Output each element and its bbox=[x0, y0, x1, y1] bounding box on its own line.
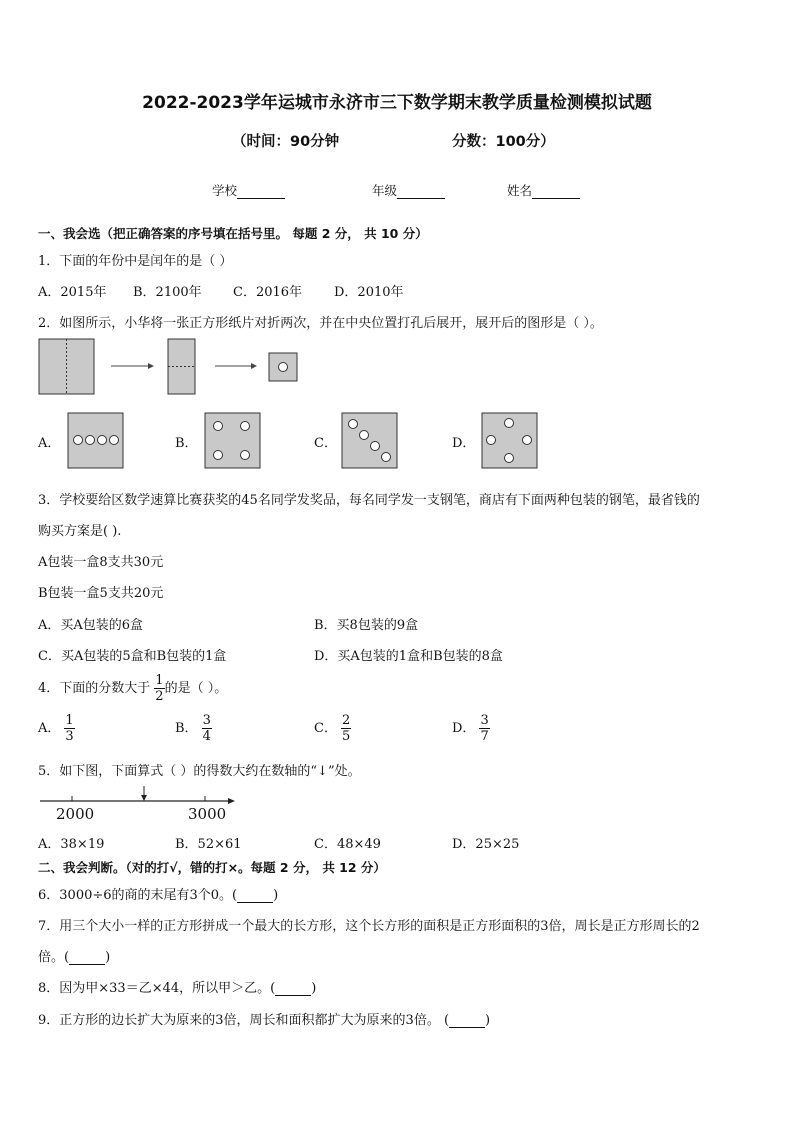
q4-text-after: 的是（ ）。 bbox=[164, 681, 228, 696]
exam-title: 2022-2023学年运城市永济市三下数学期末教学质量检测模拟试题 bbox=[142, 93, 652, 113]
q5-text: 5．如下图，下面算式（ ）的得数大约在数轴的“↓”处。 bbox=[38, 764, 361, 779]
axis-label-3000: 3000 bbox=[188, 805, 227, 823]
q3-pack-b: B包装一盒5支共20元 bbox=[38, 586, 164, 601]
q6-text: 6．3000÷6的商的末尾有3个0。( ) bbox=[38, 888, 279, 903]
q1-option-c[interactable]: C．2016年 bbox=[233, 285, 303, 300]
q1-text: 1．下面的年份中是闰年的是（ ） bbox=[38, 254, 233, 269]
q1-option-b[interactable]: B．2100年 bbox=[133, 285, 202, 300]
q2-text: 2．如图所示，小华将一张正方形纸片对折两次，并在中央位置打孔后展开，展开后的图形是（ ）。 bbox=[38, 316, 603, 331]
q3-option-c[interactable]: C．买A包装的5盒和B包装的1盒 bbox=[38, 649, 227, 664]
q3-text-line2: 购买方案是( ). bbox=[38, 524, 122, 539]
q3-option-b[interactable]: B．买8包装的9盒 bbox=[314, 618, 419, 633]
q5-option-d[interactable]: D．25×25 bbox=[452, 837, 520, 852]
axis-arrow-icon bbox=[228, 798, 235, 804]
q6-answer-blank[interactable] bbox=[237, 890, 273, 903]
q3-pack-a: A包装一盒8支共30元 bbox=[38, 555, 164, 570]
q2-option-c[interactable]: C． bbox=[314, 436, 337, 451]
q4-text-before: 4．下面的分数大于 bbox=[38, 681, 151, 696]
name-label: 姓名 bbox=[507, 183, 533, 198]
q5-option-b[interactable]: B．52×61 bbox=[175, 837, 242, 852]
school-label: 学校 bbox=[212, 183, 238, 198]
section1-heading: 一、我会选（把正确答案的序号填在括号里。 每题 2 分， 共 10 分） bbox=[38, 226, 428, 241]
q3-option-d[interactable]: D．买A包装的1盒和B包装的8盒 bbox=[314, 649, 503, 664]
q4-option-d[interactable]: D． $\frac{3}{7}$ bbox=[452, 713, 489, 744]
down-arrow-head-icon bbox=[141, 795, 147, 801]
q8-answer-blank[interactable] bbox=[275, 983, 311, 996]
axis-label-2000: 2000 bbox=[56, 805, 95, 823]
q8-text: 8．因为甲×33＝乙×44，所以甲＞乙。( ) bbox=[38, 981, 317, 996]
grade-label: 年级 bbox=[372, 183, 398, 198]
q2-option-d[interactable]: D． bbox=[452, 436, 476, 451]
q7-text-line2: 倍。( ) bbox=[38, 950, 111, 965]
q4-option-c[interactable]: C． $\frac{2}{5}$ bbox=[314, 713, 351, 744]
q5-option-c[interactable]: C．48×49 bbox=[314, 837, 381, 852]
q4-option-b[interactable]: B． $\frac{3}{4}$ bbox=[175, 713, 211, 744]
q9-text: 9．正方形的边长扩大为原来的3倍，周长和面积都扩大为原来的3倍。 ( ) bbox=[38, 1013, 491, 1028]
q3-text-line1: 3．学校要给区数学速算比赛获奖的45名同学发奖品，每名同学发一支钢笔，商店有下面两种包装的钢笔，最省钱的 bbox=[38, 493, 700, 508]
q2-option-a[interactable]: A． bbox=[38, 436, 61, 451]
q7-answer-blank[interactable] bbox=[69, 952, 105, 965]
q9-answer-blank[interactable] bbox=[449, 1015, 485, 1028]
q2-option-b[interactable]: B． bbox=[175, 436, 198, 451]
q1-option-d[interactable]: D．2010年 bbox=[334, 285, 404, 300]
q4-ref-fraction: $\frac{1}{2}$ bbox=[155, 673, 164, 704]
q5-option-a[interactable]: A．38×19 bbox=[38, 837, 105, 852]
q4-option-a[interactable]: A． $\frac{1}{3}$ bbox=[38, 713, 74, 744]
exam-time: （时间：90分钟 bbox=[232, 134, 340, 150]
q1-option-a[interactable]: A．2015年 bbox=[38, 285, 107, 300]
section2-heading: 二、我会判断。（对的打√，错的打×。每题 2 分， 共 12 分） bbox=[38, 860, 386, 875]
q7-text-line1: 7．用三个大小一样的正方形拼成一个最大的长方形，这个长方形的面积是正方形面积的3倍，周长是正方形周长的2 bbox=[38, 919, 700, 934]
q3-option-a[interactable]: A．买A包装的6盒 bbox=[38, 618, 144, 633]
exam-score: 分数：100分） bbox=[452, 134, 555, 150]
